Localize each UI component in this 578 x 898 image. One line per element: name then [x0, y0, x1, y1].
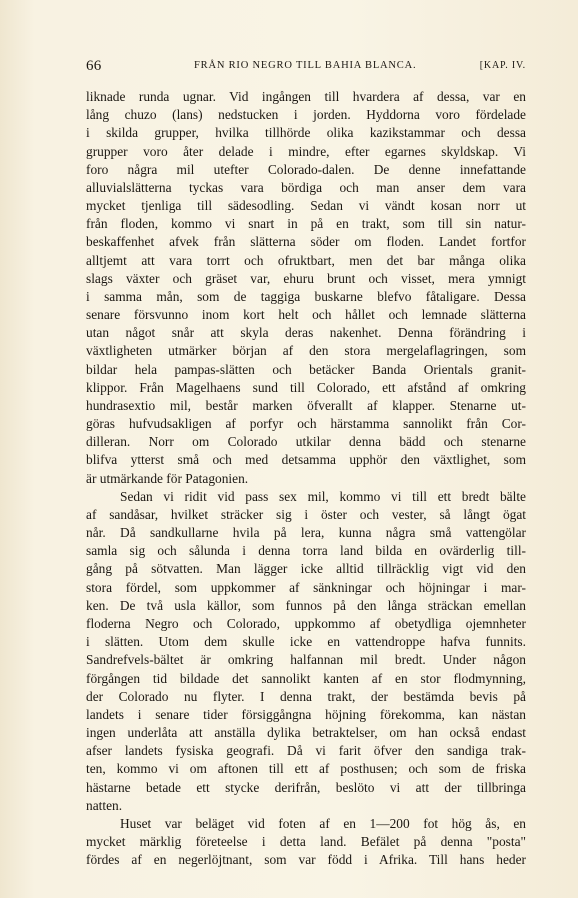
text-line: ingen underlåta att anställa dylika betraktelser, om han också endast [86, 725, 526, 741]
text-line: utan något snår att skyla deras nakenhet. Denna förändring i [86, 325, 526, 341]
text-line: Sandrefvels-bältet är omkring halfannan mil bredt. Under någon [86, 652, 526, 668]
text-line: Sedan vi ridit vid pass sex mil, kommo vi till ett bredt bälte [120, 488, 526, 504]
text-line: stora fördel, som uppkommer af sänkningar och höjningar i mar- [86, 579, 526, 595]
text-line: senare försvunno inom kort helt och hållet och lemnade slätterna [86, 307, 526, 323]
text-line: slags växter och gräset var, ehuru brunt och visset, mera ymnigt [86, 270, 526, 286]
page-number: 66 [86, 58, 102, 74]
text-line: göras hufvudsakligen af porfyr och härstamma sannolikt från Cor- [86, 416, 526, 432]
text-line: ten, kommo vi om aftonen till ett af posthusen; och som de friska [86, 761, 526, 777]
text-line: landets i senare tider försiggångna höjning förekomma, kan nästan [86, 706, 526, 722]
text-line: i skilda grupper, hvilka tillhörde olika kazikstammar och dessa [86, 125, 526, 141]
text-line: foro några mil utefter Colorado-dalen. De denne innefattande [86, 161, 526, 177]
page-header [86, 58, 526, 80]
text-line: mycket märklig företeelse i detta land. Befälet på denna "posta" [86, 834, 526, 850]
text-line: af sandåsar, hvilket sträcker sig i öster och vester, så långt ögat [86, 506, 526, 522]
text-line: lång chuzo (lans) nedstucken i jorden. Hyddorna voro fördelade [86, 107, 526, 123]
text-line: liknade runda ugnar. Vid ingången till hvardera af dessa, var en [86, 89, 526, 104]
text-line: hästarne betade ett stycke derifrån, beslöto vi att der tillbringa [86, 779, 526, 795]
text-line: grupper voro åter delade i mindre, efter egarnes skyldskap. Vi [86, 143, 526, 159]
text-line: förgången tid bildade det sannolikt kanten af en stor flodmynning, [86, 670, 526, 686]
text-line: gång på sötvatten. Man lägger icke alltid tillräcklig vigt vid den [86, 561, 526, 577]
text-line: der Colorado nu flyter. I denna trakt, der bestämda bevis på [86, 688, 526, 704]
text-line: hundrasextio mil, består marken öfverallt af klapper. Stenarne ut- [86, 397, 526, 413]
text-line: natten. [86, 797, 123, 813]
text-line: floderna Negro och Colorado, uppkommo af obetydliga ojemnheter [86, 615, 526, 631]
text-line: dilleran. Norr om Colorado utkilar denna bädd och stenarne [86, 434, 526, 450]
body-text [86, 88, 526, 869]
chapter-reference: [KAP. IV. [479, 60, 526, 71]
text-line: alltjemt att vara torrt och ofruktbart, men det bar många olika [86, 252, 526, 268]
text-line: bildar hela pampas-slätten och betäcker Banda Orientals granit- [86, 361, 526, 377]
text-line: i slätten. Utom dem skulle icke en vattendroppe hafva funnits. [86, 634, 526, 650]
text-line: fördes af en negerlöjtnant, som var född i Afrika. Till hans heder [86, 852, 526, 868]
text-line: mycket tjenliga till sädesodling. Sedan vi vändt kosan norr ut [86, 198, 526, 214]
text-line: når. Då sandkullarne hvila på lera, kunna några små vattengölar [86, 525, 526, 541]
text-line: alluvialslätterna tyckas vara bördiga och man anser dem vara [86, 179, 526, 195]
text-line: beskaffenhet afvek från slätterna söder om floden. Landet fortfor [86, 234, 526, 250]
running-title: FRÅN RIO NEGRO TILL BAHIA BLANCA. [194, 60, 417, 71]
text-line: är utmärkande för Patagonien. [86, 470, 249, 486]
text-line: blifva ytterst små och med detsamma upphör den växtlighet, som [86, 452, 526, 468]
text-line: från floden, kommo vi snart in på en trakt, som till sin natur- [86, 216, 526, 232]
text-line: samla sig och sålunda i denna torra land bilda en ovärderlig till- [86, 543, 526, 559]
text-line: växtligheten utmärker början af den stora mergelaflagringen, som [86, 343, 526, 359]
text-line: afser landets fysiska geografi. Då vi farit öfver den sandiga trak- [86, 743, 526, 759]
text-line: ken. De två usla källor, som funnos på den långa sträckan emellan [86, 597, 526, 613]
text-line: i samma mån, som de taggiga buskarne blefvo fåtaligare. Dessa [86, 288, 526, 304]
text-line: Huset var beläget vid foten af en 1—200 fot hög ås, en [120, 815, 526, 831]
text-line: klippor. Från Magelhaens sund till Colorado, ett afstånd af omkring [86, 379, 526, 395]
